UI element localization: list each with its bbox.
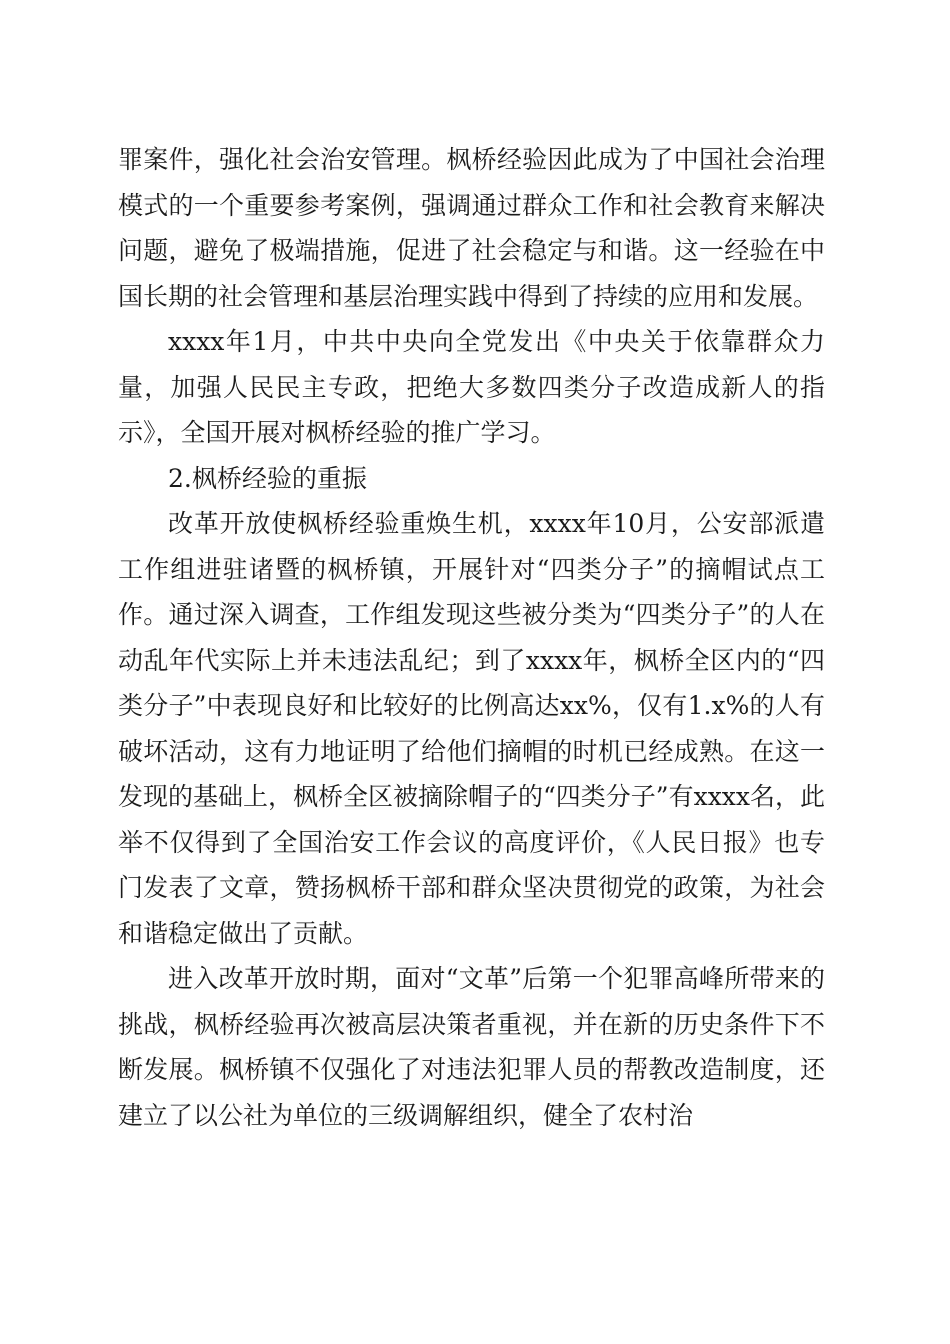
paragraph-revival: 改革开放使枫桥经验重焕生机，xxxx年10月，公安部派遣工作组进驻诸暨的枫桥镇，开展针对“四类分子”的摘帽试点工作。通过深入调查，工作组发现这些被分类为“四类分子”的人在动乱年代实际上并未违法乱纪；到了xxxx年，枫桥全区内的“四类分子”中表现良好和比较好的比例高达xx%，仅有1.x%的人有破坏活动，这有力地证明了给他们摘帽的时机已经成熟。在这一发现的基础上，枫桥全区被摘除帽子的“四类分子”有xxxx名，此举不仅得到了全国治安工作会议的高度评价，《人民日报》也专门发表了文章，赞扬枫桥干部和群众坚决贯彻党的政策，为社会和谐稳定做出了贡献。 bbox=[118, 509, 825, 948]
document-body bbox=[118, 137, 825, 1138]
paragraph-continuation: 罪案件，强化社会治安管理。枫桥经验因此成为了中国社会治理模式的一个重要参考案例，强调通过群众工作和社会教育来解决问题，避免了极端措施，促进了社会稳定与和谐。这一经验在中国长期的社会管理和基层治理实践中得到了持续的应用和发展。 bbox=[118, 145, 825, 311]
paragraph-directive: xxxx年1月，中共中央向全党发出《中央关于依靠群众力量，加强人民民主专政，把绝大多数四类分子改造成新人的指示》，全国开展对枫桥经验的推广学习。 bbox=[118, 327, 825, 447]
section-heading: 2.枫桥经验的重振 bbox=[168, 463, 367, 493]
paragraph-reform-era: 进入改革开放时期，面对“文革”后第一个犯罪高峰所带来的挑战，枫桥经验再次被高层决策者重视，并在新的历史条件下不断发展。枫桥镇不仅强化了对违法犯罪人员的帮教改造制度，还建立了以公社为单位的三级调解组织，健全了农村治 bbox=[118, 964, 825, 1130]
